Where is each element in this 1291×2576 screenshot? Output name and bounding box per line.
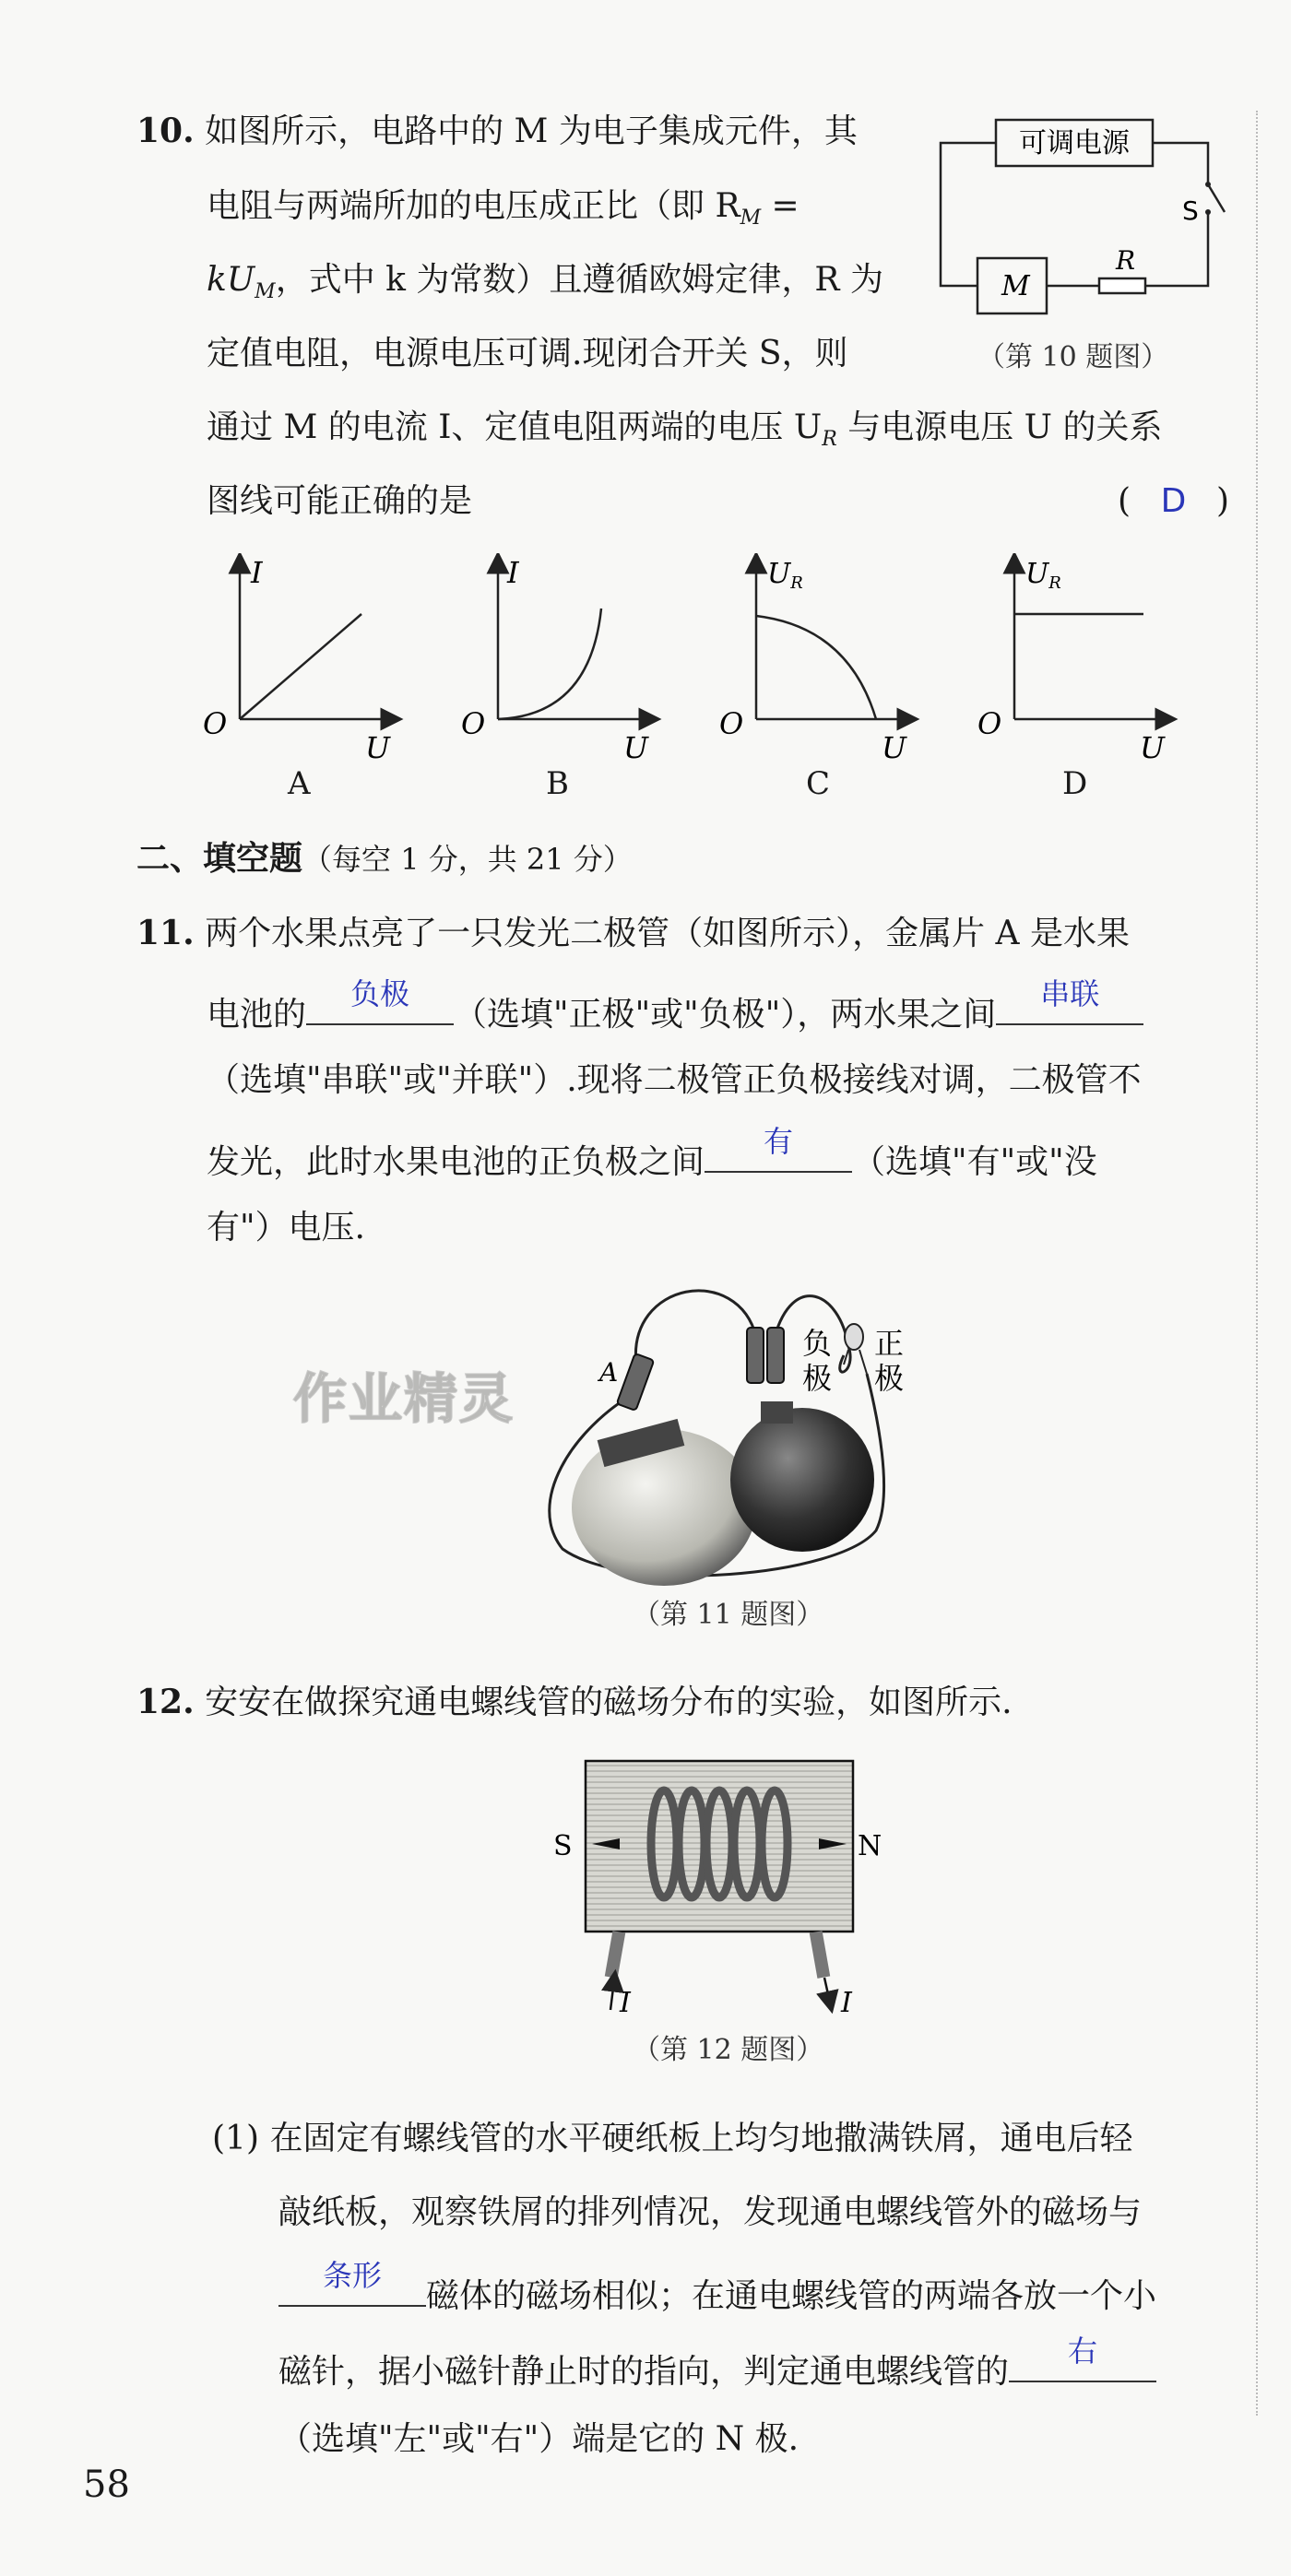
svg-text:UR: $U_R$ <box>1025 558 1061 593</box>
q12-p1-line-1: (1) 在固定有螺线管的水平硬纸板上均匀地撒满铁屑，通电后轻 <box>212 2120 1133 2157</box>
label-N: N <box>858 1830 882 1862</box>
q12-p1-line-2: 敲纸板，观察铁屑的排列情况，发现通电螺线管外的磁场与 <box>278 2193 1143 2231</box>
fruit-right <box>730 1408 874 1552</box>
metal-plate-right <box>761 1401 793 1424</box>
label-S: S <box>553 1830 573 1862</box>
q10-number: 10. <box>136 112 195 150</box>
watermark: 作业精灵 <box>293 1367 515 1430</box>
q11-line-2: 电池的 负极 （选填"正极"或"负极"），两水果之间 串联 <box>207 988 1143 1034</box>
q11-blank-2[interactable] <box>996 976 1143 1025</box>
graph-A-curve <box>240 614 361 719</box>
q11-line-4: 发光，此时水果电池的正负极之间 有 （选填"有"或"没 <box>207 1124 1097 1181</box>
q11-line-3: （选填"串联"或"并联"）.现将二极管正负极接线对调，二极管不 <box>207 1061 1142 1099</box>
q12-p1-line-4: 磁针，据小磁针静止时的指向，判定通电螺线管的 右 <box>278 2346 1156 2391</box>
q12-line-1: 12. 安安在做探究通电螺线管的磁场分布的实验，如图所示. <box>136 1683 1013 1721</box>
graph-D <box>977 558 1167 765</box>
svg-text:U: U <box>1140 730 1165 765</box>
q10-line-1 <box>136 112 858 150</box>
label-pos-1: 正 <box>874 1326 905 1361</box>
label-I-right: I <box>841 1987 852 2019</box>
q10-answer: D <box>1160 482 1187 520</box>
section-2-title: 二、填空题 <box>136 840 303 878</box>
q11-line-5: 有"）电压. <box>207 1209 366 1247</box>
svg-text:UR: $U_R$ <box>767 558 803 593</box>
lead-left <box>605 1931 625 1979</box>
element-M-label: M <box>1001 270 1030 302</box>
q10-answer-bracket: ( D ) <box>1118 482 1229 520</box>
graph-C <box>719 558 908 765</box>
label-neg-1: 负 <box>802 1326 833 1361</box>
q10-line-6: 图线可能正确的是 <box>207 482 473 520</box>
label-pos-2: 极 <box>874 1361 905 1396</box>
svg-text:U: U <box>365 730 390 765</box>
svg-text:I: I <box>507 555 519 590</box>
section-2-note: （每空 1 分，共 21 分） <box>302 842 633 877</box>
switch-lever <box>1208 184 1225 212</box>
section-2-heading <box>136 841 633 878</box>
q11-answer-3: 有 <box>764 1124 794 1159</box>
graph-C-letter: C <box>806 765 831 802</box>
clip-A <box>617 1353 655 1411</box>
q11-blank-3[interactable] <box>705 1124 852 1173</box>
margin-dotted-rule <box>1256 111 1258 2416</box>
q12-p1-line-5: （选填"左"或"右"）端是它的 N 极. <box>278 2420 799 2458</box>
svg-text:I: I <box>251 555 263 590</box>
graph-D-letter: D <box>1062 765 1088 802</box>
q11-figure-caption: （第 11 题图） <box>633 1599 824 1631</box>
q11-blank-1[interactable] <box>306 976 454 1025</box>
svg-text:U: U <box>623 730 648 765</box>
page-number: 58 <box>83 2464 130 2506</box>
q10-line-2: 电阻与两端所加的电压成正比（即 $R_M$ = <box>207 187 799 230</box>
resistor-R <box>1099 278 1145 293</box>
clip-2 <box>747 1328 764 1383</box>
q12-figure-caption: （第 12 题图） <box>633 2034 824 2066</box>
q10-circuit-diagram <box>931 111 1245 332</box>
led-bulb <box>845 1324 863 1350</box>
svg-text:U: U <box>882 730 906 765</box>
svg-text:O: O <box>977 706 1002 741</box>
q11-answer-2: 串联 <box>1040 976 1100 1011</box>
q12-p1-number: (1) <box>212 2120 259 2157</box>
graph-C-curve <box>756 616 876 719</box>
q11-number: 11. <box>136 914 195 952</box>
q10-line-4: 定值电阻，电源电压可调.现闭合开关 S，则 <box>207 335 848 372</box>
power-source-label: 可调电源 <box>1019 127 1130 160</box>
wire-1 <box>635 1291 756 1365</box>
q11-line-1: 11. 两个水果点亮了一只发光二极管（如图所示），金属片 A 是水果 <box>136 914 1130 952</box>
q12-number: 12. <box>136 1683 195 1721</box>
graph-A-letter: A <box>288 765 311 802</box>
q11-answer-1: 负极 <box>350 976 410 1011</box>
q12-blank-2[interactable] <box>1009 2334 1156 2382</box>
label-I-left: I <box>620 1987 631 2019</box>
clip-3 <box>767 1328 784 1383</box>
q12-blank-1[interactable] <box>278 2258 426 2307</box>
q12-answer-2: 右 <box>1068 2334 1098 2369</box>
graph-B-letter: B <box>546 765 569 802</box>
svg-text:O: O <box>461 706 486 741</box>
q10-line-3: $kU_M$，式中 k 为常数）且遵循欧姆定律，R 为 <box>207 261 883 304</box>
switch-label: S <box>1182 195 1199 226</box>
svg-text:O: O <box>203 706 228 741</box>
q10-text-1: 如图所示，电路中的 M 为电子集成元件，其 <box>205 112 858 150</box>
q10-figure-caption: （第 10 题图） <box>977 341 1169 373</box>
q12-p1-line-3: 条形 磁体的磁场相似；在通电螺线管的两端各放一个小 <box>278 2270 1156 2315</box>
q10-graph-options <box>203 553 1217 774</box>
graph-B-curve <box>498 609 601 719</box>
label-neg-2: 极 <box>802 1361 833 1396</box>
graph-B <box>461 555 650 765</box>
lead-right <box>810 1931 830 1979</box>
resistor-label: R <box>1116 245 1136 276</box>
label-A: A <box>599 1357 619 1388</box>
q12-solenoid-figure <box>553 1752 885 2028</box>
fruit-left <box>572 1429 756 1586</box>
q11-fruit-battery-figure <box>526 1272 950 1595</box>
q12-answer-1: 条形 <box>322 2258 382 2293</box>
svg-text:O: O <box>719 706 744 741</box>
graph-A <box>203 555 392 765</box>
q10-line-5: 通过 M 的电流 I、定值电阻两端的电压 $U_R$ 与电源电压 U 的关系 <box>207 408 1163 452</box>
